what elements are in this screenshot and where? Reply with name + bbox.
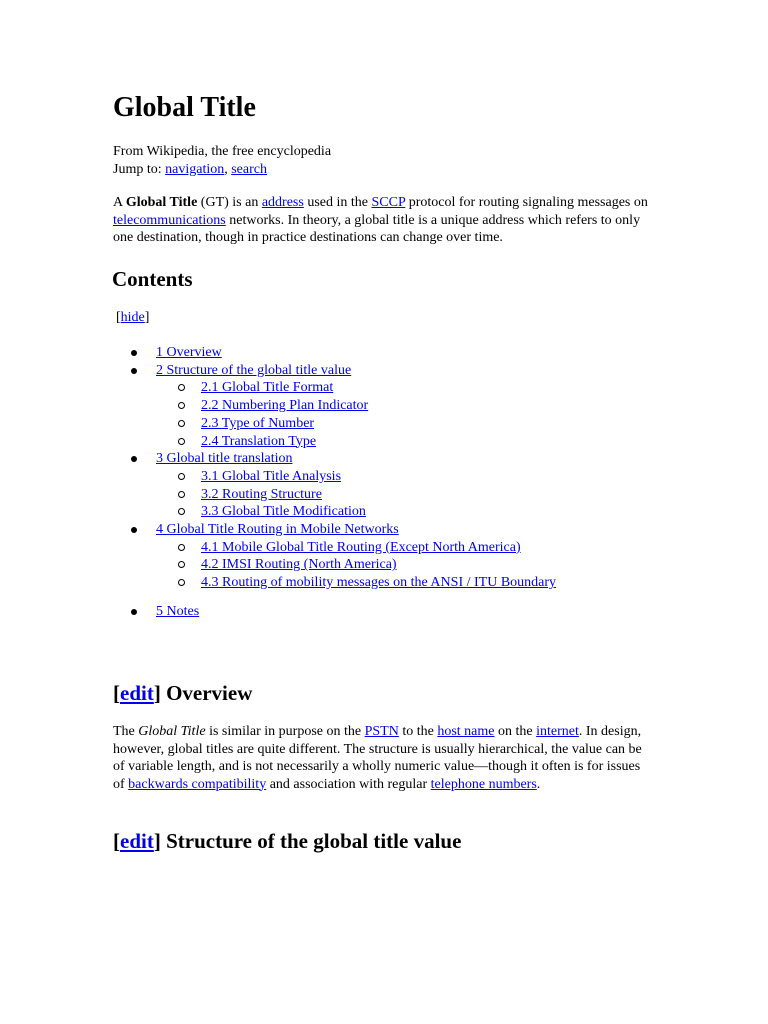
edit-link[interactable]: edit bbox=[120, 681, 154, 705]
search-link[interactable]: search bbox=[231, 161, 267, 177]
bracket-close: ] bbox=[144, 310, 150, 325]
toc-item[interactable]: 4.3 Routing of mobility messages on the ANSI / ITU Boundary bbox=[201, 575, 557, 591]
section-heading-structure bbox=[113, 826, 461, 856]
intro-bold-term: Global Title bbox=[125, 195, 198, 210]
overview-text: on the bbox=[494, 724, 537, 739]
page-title: Global Title bbox=[113, 92, 256, 123]
bullet-icon bbox=[131, 350, 137, 356]
intro-paragraph bbox=[113, 194, 653, 247]
circle-bullet-icon bbox=[178, 402, 185, 409]
page-meta bbox=[113, 143, 331, 178]
jump-to bbox=[113, 161, 331, 179]
circle-bullet-icon bbox=[178, 384, 185, 391]
intro-text: (GT) is an bbox=[197, 195, 262, 210]
toc-item[interactable]: 4.2 IMSI Routing (North America) bbox=[201, 557, 397, 573]
edit-link[interactable]: edit bbox=[120, 829, 154, 853]
bullet-icon bbox=[131, 368, 137, 374]
section-title: Structure of the global title value bbox=[160, 829, 462, 853]
toc-item[interactable]: 2.2 Numbering Plan Indicator bbox=[201, 398, 369, 414]
toc-item[interactable]: 3.2 Routing Structure bbox=[201, 486, 322, 502]
host-name-link[interactable]: host name bbox=[437, 724, 495, 739]
telecommunications-link[interactable]: telecommunications bbox=[113, 212, 226, 228]
bracket-open: [ bbox=[116, 310, 121, 325]
sccp-link[interactable]: SCCP bbox=[371, 195, 406, 210]
toc-item[interactable]: 4.1 Mobile Global Title Routing (Except North America) bbox=[201, 539, 521, 555]
bracket-close: ] bbox=[153, 681, 161, 705]
bracket-open: [ bbox=[113, 681, 120, 705]
telephone-numbers-link[interactable]: telephone numbers bbox=[430, 776, 537, 792]
circle-bullet-icon bbox=[178, 438, 185, 445]
hide-link[interactable]: hide bbox=[120, 310, 145, 325]
circle-bullet-icon bbox=[178, 561, 185, 568]
overview-text: is similar in purpose on the bbox=[205, 724, 365, 739]
tagline: From Wikipedia, the free encyclopedia bbox=[113, 144, 332, 159]
intro-text: used in the bbox=[303, 195, 372, 210]
section-heading-overview bbox=[113, 678, 252, 708]
toc-item[interactable]: 4 Global Title Routing in Mobile Networks bbox=[156, 522, 399, 537]
toc-item[interactable]: 2.1 Global Title Format bbox=[201, 380, 334, 396]
circle-bullet-icon bbox=[178, 508, 185, 515]
circle-bullet-icon bbox=[178, 491, 185, 498]
internet-link[interactable]: internet bbox=[536, 724, 579, 739]
section-title: Overview bbox=[160, 681, 253, 705]
jump-prefix: Jump to: bbox=[113, 161, 166, 177]
toc-hide-toggle bbox=[116, 309, 149, 327]
circle-bullet-icon bbox=[178, 420, 185, 427]
toc-item[interactable]: 1 Overview bbox=[156, 345, 222, 360]
overview-text: The bbox=[113, 724, 139, 739]
toc-item[interactable]: 2 Structure of the global title value bbox=[156, 362, 352, 378]
bracket-close: ] bbox=[153, 829, 161, 853]
bullet-icon bbox=[131, 609, 137, 615]
toc-item[interactable]: 3 Global title translation bbox=[156, 451, 293, 467]
toc-item[interactable]: 5 Notes bbox=[156, 603, 200, 619]
backwards-compatibility-link[interactable]: backwards compatibility bbox=[128, 776, 267, 792]
bracket-open: [ bbox=[113, 829, 120, 853]
circle-bullet-icon bbox=[178, 579, 185, 586]
toc-item[interactable]: 3.1 Global Title Analysis bbox=[201, 468, 342, 484]
circle-bullet-icon bbox=[178, 544, 185, 551]
intro-text: A bbox=[113, 195, 126, 210]
toc-item[interactable]: 2.3 Type of Number bbox=[201, 415, 315, 431]
intro-text: networks. In theory, a global title is a unique address which refers to only one destination, though in practice destinations can change over time. bbox=[113, 212, 641, 245]
intro-text: protocol for routing signaling messages on bbox=[405, 195, 648, 210]
bullet-icon bbox=[131, 527, 137, 533]
overview-text: and association with regular bbox=[266, 776, 431, 792]
jump-separator: , bbox=[224, 161, 232, 177]
bullet-icon bbox=[131, 456, 137, 462]
overview-text: to the bbox=[398, 724, 438, 739]
overview-text: . In design, however, global titles are quite different. The structure is usually hierarchical, the value can be of variable length, and is not necessarily a wholly numeric value—though it often is for issues of bbox=[113, 724, 642, 792]
address-link[interactable]: address bbox=[261, 195, 304, 210]
contents-heading: Contents bbox=[112, 267, 193, 291]
toc-item[interactable]: 3.3 Global Title Modification bbox=[201, 504, 366, 520]
overview-text: . bbox=[536, 776, 541, 792]
overview-italic-term: Global Title bbox=[138, 724, 206, 739]
pstn-link[interactable]: PSTN bbox=[364, 724, 399, 739]
toc-item[interactable]: 2.4 Translation Type bbox=[201, 433, 317, 449]
overview-paragraph bbox=[113, 723, 643, 793]
circle-bullet-icon bbox=[178, 473, 185, 480]
navigation-link[interactable]: navigation bbox=[165, 161, 225, 177]
